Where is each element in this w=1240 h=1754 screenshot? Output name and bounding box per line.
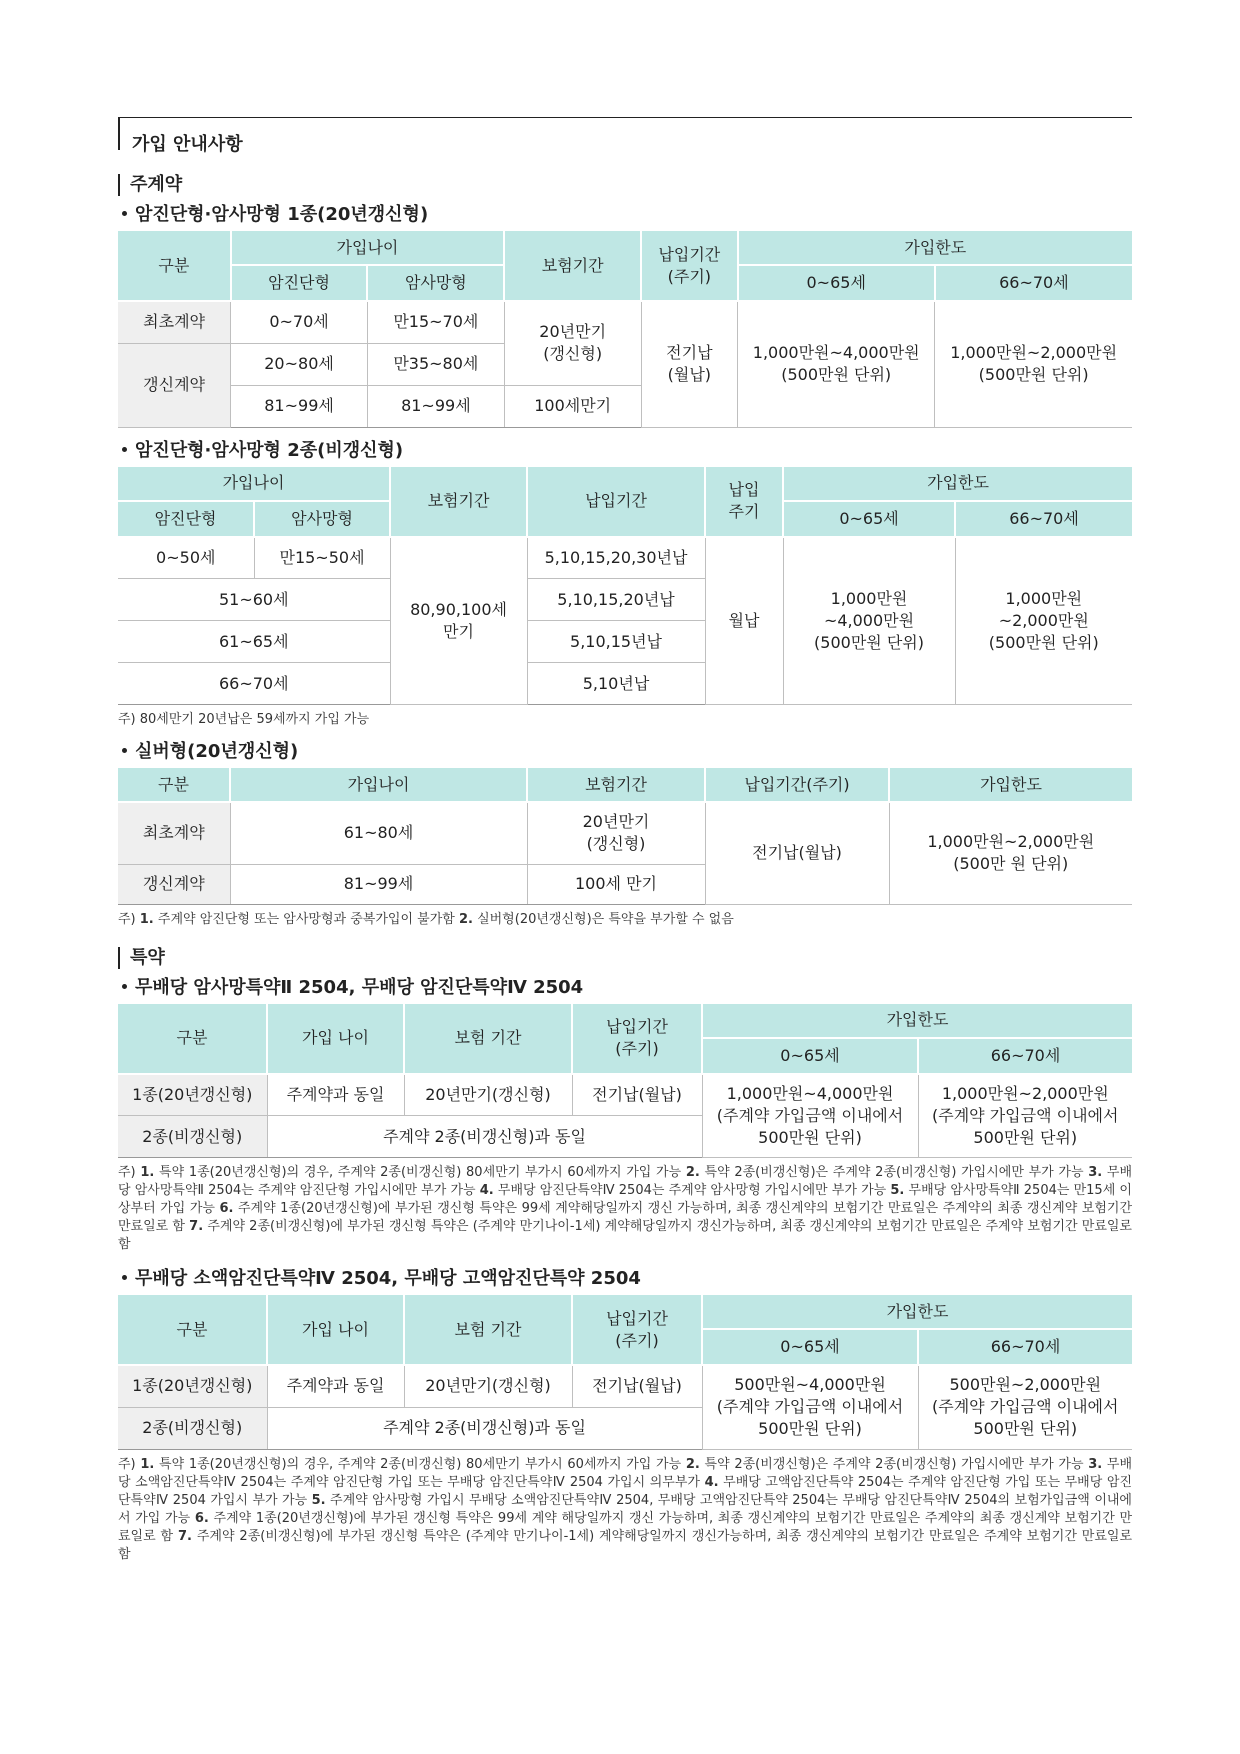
table-cell: 주계약과 동일 — [267, 1365, 404, 1407]
table3 — [118, 768, 1132, 905]
table-cell: 월납 — [705, 537, 783, 705]
table-cell: 100세 만기 — [527, 864, 705, 904]
table-cell: 전기납(월납) — [705, 802, 889, 904]
row-first-contract: 최초계약 — [118, 802, 230, 864]
header-age: 가입 나이 — [267, 1295, 404, 1365]
row-renew-contract: 갱신계약 — [118, 864, 230, 904]
header-pay-term: 납입기간 — [527, 467, 705, 537]
table-cell: 20년만기(갱신형) — [404, 1074, 572, 1116]
table1 — [118, 231, 1132, 428]
header-limit: 가입한도 — [702, 1004, 1132, 1038]
table-cell: 1,000만원~2,000만원 (500만 원 단위) — [889, 802, 1132, 904]
bullet-icon — [122, 211, 127, 216]
header-period: 보험기간 — [527, 768, 705, 802]
main-contract-heading: 주계약 — [118, 174, 1132, 196]
table-cell: 1,000만원 ~4,000만원 (500만원 단위) — [783, 537, 955, 705]
header-period: 보험 기간 — [404, 1295, 572, 1365]
row-first-contract: 최초계약 — [118, 301, 231, 343]
table-cell: 1,000만원 ~2,000만원 (500만원 단위) — [955, 537, 1132, 705]
header-cancer-death: 암사망형 — [367, 265, 504, 301]
bullet-icon — [122, 748, 127, 753]
row-type1: 1종(20년갱신형) — [118, 1365, 267, 1407]
header-cancer-diag: 암진단형 — [231, 265, 368, 301]
table4 — [118, 1004, 1132, 1159]
header-cancer-death: 암사망형 — [254, 501, 390, 537]
table-cell: 전기납(월납) — [572, 1365, 702, 1407]
header-limit: 가입한도 — [783, 467, 1132, 501]
table3-title: 실버형(20년갱신형) — [118, 741, 1132, 763]
table-cell: 주계약 2종(비갱신형)과 동일 — [267, 1407, 702, 1449]
table-cell: 1,000만원~4,000만원 (500만원 단위) — [738, 301, 935, 427]
header-limit-0-65: 0~65세 — [702, 1329, 918, 1365]
header-period: 보험 기간 — [404, 1004, 572, 1074]
table-cell: 5,10,15년납 — [527, 621, 705, 663]
table-cell: 20년만기(갱신형) — [404, 1365, 572, 1407]
header-gubun: 구분 — [118, 1295, 267, 1365]
row-renew-contract: 갱신계약 — [118, 343, 231, 427]
table-cell: 100세만기 — [504, 385, 641, 427]
table5-note: 주) 1. 특약 1종(20년갱신형)의 경우, 주계약 2종(비갱신형) 80세만기 부가시 60세까지 가입 가능 2. 특약 2종(비갱신형)은 주계약 2종(비갱신형) 가입시에만 부가 가능 3. 무배당 소액암진단특약Ⅳ 2504는 주계약 암진단형 가입 또는 무배당 암진단특약Ⅳ 2504 가입시 의무부가 4. 무배당 고액암진단특약 2504는 주계약 암진단형 가입 또는 무배당 암진단특약Ⅳ 2504 가입시 부가 가능 5. 주계약 암사망형 가입시 무배당 소액암진단특약Ⅳ 2504, 무배당 고액암진단특약 2504는 무배당 암진단특약Ⅳ 2504의 보험가입금액 이내에서 가입 가능 6. 주계약 1종(20년갱신형)에 부가된 갱신형 특약은 99세 계약 해당일까지 갱신 가능하며, 최종 갱신계약의 보험기간 만료일은 주계약의 최종 갱신계약 보험기간 만료일로 함 7. 주계약 2종(비갱신형)에 부가된 갱신형 특약은 (주계약 만기나이-1세) 계약해당일까지 갱신가능하며, 최종 갱신계약의 보험기간 만료일은 주계약 보험기간 만료일로 함 — [118, 1456, 1133, 1562]
table-cell: 81~99세 — [367, 385, 504, 427]
header-limit-0-65: 0~65세 — [783, 501, 955, 537]
header-age: 가입 나이 — [267, 1004, 404, 1074]
header-limit: 가입한도 — [889, 768, 1132, 802]
header-period: 보험기간 — [504, 231, 641, 301]
table-cell: 만35~80세 — [367, 343, 504, 385]
table4-title: 무배당 암사망특약Ⅱ 2504, 무배당 암진단특약Ⅳ 2504 — [118, 977, 1132, 999]
row-type1: 1종(20년갱신형) — [118, 1074, 267, 1116]
table-cell: 1,000만원~2,000만원 (500만원 단위) — [935, 301, 1132, 427]
table4-note: 주) 1. 특약 1종(20년갱신형)의 경우, 주계약 2종(비갱신형) 80세만기 부가시 60세까지 가입 가능 2. 특약 2종(비갱신형)은 주계약 2종(비갱신형) 가입시에만 부가 가능 3. 무배당 암사망특약Ⅱ 2504는 주계약 암진단형 가입시에만 부가 가능 4. 무배당 암진단특약Ⅳ 2504는 주계약 암사망형 가입시에만 부가 가능 5. 무배당 암사망특약Ⅱ 2504는 만15세 이상부터 가입 가능 6. 주계약 1종(20년갱신형)에 부가된 갱신형 특약은 99세 계약해당일까지 갱신 가능하며, 최종 갱신계약의 보험기간 만료일은 주계약의 최종 갱신계약 보험기간 만료일로 함 7. 주계약 2종(비갱신형)에 부가된 갱신형 특약은 (주계약 만기나이-1세) 계약해당일까지 갱신가능하며, 최종 갱신계약의 보험기간 만료일은 주계약 보험기간 만료일로 함 — [118, 1165, 1133, 1252]
table1-title: 암진단형·암사망형 1종(20년갱신형) — [118, 204, 1132, 226]
table-cell: 만15~50세 — [254, 537, 390, 579]
table-cell: 20년만기 (갱신형) — [504, 301, 641, 385]
row-type2: 2종(비갱신형) — [118, 1116, 267, 1158]
header-limit-0-65: 0~65세 — [738, 265, 935, 301]
table-cell: 0~70세 — [231, 301, 368, 343]
table-cell: 주계약 2종(비갱신형)과 동일 — [267, 1116, 702, 1158]
rider-heading: 특약 — [118, 947, 1132, 969]
header-pay: 납입기간(주기) — [705, 768, 889, 802]
table3-note: 주) 1. 주계약 암진단형 또는 암사망형과 중복가입이 불가함 2. 실버형(20년갱신형)은 특약을 부가할 수 없음 — [118, 911, 734, 927]
header-pay: 납입기간 (주기) — [641, 231, 738, 301]
table-cell: 51~60세 — [118, 579, 390, 621]
table5 — [118, 1295, 1132, 1450]
table-cell: 주계약과 동일 — [267, 1074, 404, 1116]
table-cell: 전기납(월납) — [572, 1074, 702, 1116]
table-cell: 81~99세 — [231, 385, 368, 427]
header-pay: 납입기간 (주기) — [572, 1004, 702, 1074]
table-cell: 61~65세 — [118, 621, 390, 663]
header-cancer-diag: 암진단형 — [118, 501, 254, 537]
table-cell: 20년만기 (갱신형) — [527, 802, 705, 864]
table-cell: 5,10년납 — [527, 663, 705, 705]
header-limit-0-65: 0~65세 — [702, 1038, 918, 1074]
header-limit-66-70: 66~70세 — [918, 1329, 1132, 1365]
table-cell: 5,10,15,20,30년납 — [527, 537, 705, 579]
header-age: 가입나이 — [118, 467, 390, 501]
table-cell: 5,10,15,20년납 — [527, 579, 705, 621]
header-pay-cycle: 납입 주기 — [705, 467, 783, 537]
header-limit-66-70: 66~70세 — [918, 1038, 1132, 1074]
table-cell: 만15~70세 — [367, 301, 504, 343]
header-limit-66-70: 66~70세 — [955, 501, 1132, 537]
table5-title: 무배당 소액암진단특약Ⅳ 2504, 무배당 고액암진단특약 2504 — [118, 1268, 1132, 1290]
header-pay: 납입기간 (주기) — [572, 1295, 702, 1365]
table-cell: 61~80세 — [230, 802, 527, 864]
bullet-icon — [122, 1275, 127, 1280]
table-cell: 전기납 (월납) — [641, 301, 738, 427]
table-cell: 1,000만원~2,000만원 (주계약 가입금액 이내에서 500만원 단위) — [918, 1074, 1132, 1158]
table2 — [118, 467, 1132, 706]
page-title: 가입 안내사항 — [118, 117, 1132, 150]
header-age: 가입나이 — [231, 231, 505, 265]
table-cell: 20~80세 — [231, 343, 368, 385]
header-limit: 가입한도 — [738, 231, 1132, 265]
header-age: 가입나이 — [230, 768, 527, 802]
header-gubun: 구분 — [118, 768, 230, 802]
table2-title: 암진단형·암사망형 2종(비갱신형) — [118, 440, 1132, 462]
table-cell: 80,90,100세 만기 — [390, 537, 527, 705]
header-period: 보험기간 — [390, 467, 527, 537]
header-limit: 가입한도 — [702, 1295, 1132, 1329]
bullet-icon — [122, 984, 127, 989]
table-cell: 81~99세 — [230, 864, 527, 904]
header-gubun: 구분 — [118, 1004, 267, 1074]
bullet-icon — [122, 447, 127, 452]
table-cell: 0~50세 — [118, 537, 254, 579]
table-cell: 500만원~4,000만원 (주계약 가입금액 이내에서 500만원 단위) — [702, 1365, 918, 1449]
table-cell: 500만원~2,000만원 (주계약 가입금액 이내에서 500만원 단위) — [918, 1365, 1132, 1449]
page — [118, 117, 1132, 1564]
table2-note: 주) 80세만기 20년납은 59세까지 가입 가능 — [118, 712, 370, 727]
header-gubun: 구분 — [118, 231, 231, 301]
table-cell: 66~70세 — [118, 663, 390, 705]
table-cell: 1,000만원~4,000만원 (주계약 가입금액 이내에서 500만원 단위) — [702, 1074, 918, 1158]
header-limit-66-70: 66~70세 — [935, 265, 1132, 301]
row-type2: 2종(비갱신형) — [118, 1407, 267, 1449]
